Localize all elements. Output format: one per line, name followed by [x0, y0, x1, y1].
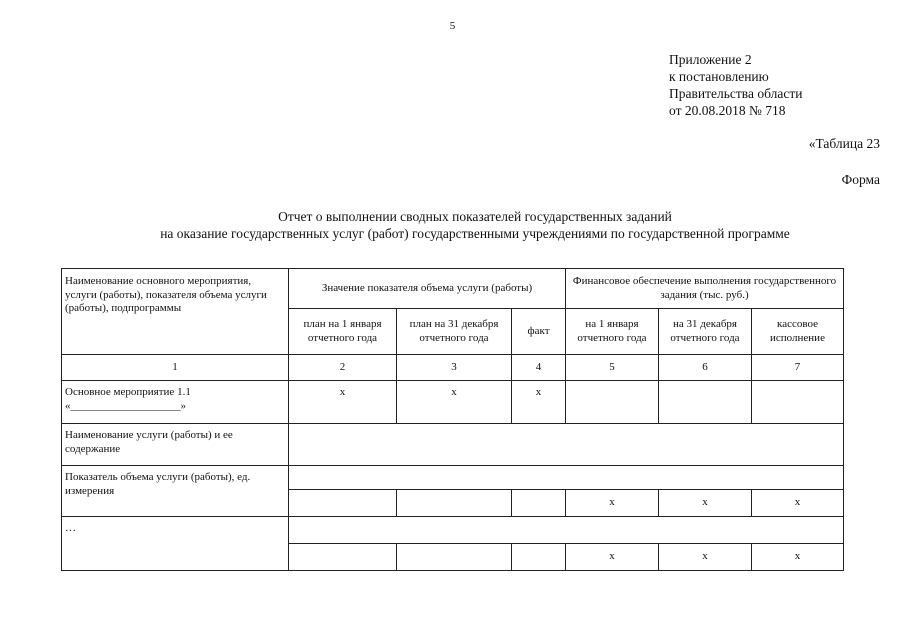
col-number-7: 7	[752, 355, 844, 381]
activity-c4: x	[512, 381, 566, 424]
activity-c7	[752, 381, 844, 424]
table-label: «Таблица 23	[808, 136, 880, 151]
report-table	[61, 268, 844, 571]
header-fin-jan: на 1 января отчетного года	[566, 309, 659, 355]
col-number-6: 6	[659, 355, 752, 381]
more-c4	[512, 544, 566, 571]
annex-line-1: Приложение 2	[669, 52, 752, 67]
annex-block	[669, 51, 802, 119]
header-plan-jan: план на 1 января отчетного года	[289, 309, 397, 355]
form-label: Форма	[841, 172, 880, 187]
more-c7: x	[752, 544, 844, 571]
indicator-c5: x	[566, 490, 659, 517]
header-fin-dec: на 31 декабря отчетного года	[659, 309, 752, 355]
indicator-spacer	[289, 466, 844, 490]
header-group-finance: Финансовое обеспечение выполнения государственного задания (тыс. руб.)	[566, 269, 844, 309]
annex-line-3: Правительства области	[669, 86, 803, 101]
table-row-activity	[62, 381, 844, 424]
service-data-cell	[289, 424, 844, 466]
activity-c2: x	[289, 381, 397, 424]
table-header-row-1	[62, 269, 844, 309]
header-plan-dec: план на 31 декабря отчетного года	[397, 309, 512, 355]
col-number-3: 3	[397, 355, 512, 381]
indicator-c7: x	[752, 490, 844, 517]
service-label: Наименование услуги (работы) и ее содержание	[62, 424, 289, 466]
col-number-4: 4	[512, 355, 566, 381]
table-number-row	[62, 355, 844, 381]
more-c6: x	[659, 544, 752, 571]
title-line-1: Отчет о выполнении сводных показателей государственных заданий	[278, 209, 672, 224]
col-number-5: 5	[566, 355, 659, 381]
activity-c5	[566, 381, 659, 424]
activity-label	[62, 381, 289, 424]
document-title	[60, 208, 890, 242]
page-number: 5	[449, 20, 456, 32]
header-col-1: Наименование основного мероприятия, услуги (работы), показателя объема услуги (работы), подпрограммы	[62, 269, 289, 355]
more-c5: x	[566, 544, 659, 571]
activity-label-line-1: Основное мероприятие 1.1	[65, 386, 191, 398]
activity-c3: x	[397, 381, 512, 424]
annex-line-4: от 20.08.2018 № 718	[669, 103, 786, 118]
activity-label-line-2: «____________________»	[65, 399, 186, 412]
more-label: …	[62, 517, 289, 571]
table-row-indicator-a	[62, 466, 844, 490]
col-number-1: 1	[62, 355, 289, 381]
more-spacer	[289, 517, 844, 544]
indicator-c4	[512, 490, 566, 517]
table-row-service	[62, 424, 844, 466]
col-number-2: 2	[289, 355, 397, 381]
header-fact: факт	[512, 309, 566, 355]
indicator-label: Показатель объема услуги (работы), ед. измерения	[62, 466, 289, 517]
activity-c6	[659, 381, 752, 424]
indicator-c2	[289, 490, 397, 517]
table-row-more-a	[62, 517, 844, 544]
title-line-2: на оказание государственных услуг (работ) государственными учреждениями по государственной программе	[160, 226, 790, 241]
indicator-c6: x	[659, 490, 752, 517]
indicator-c3	[397, 490, 512, 517]
more-c3	[397, 544, 512, 571]
annex-line-2: к постановлению	[669, 69, 769, 84]
more-c2	[289, 544, 397, 571]
header-cash: кассовое исполнение	[752, 309, 844, 355]
header-group-volume: Значение показателя объема услуги (работы)	[289, 269, 566, 309]
